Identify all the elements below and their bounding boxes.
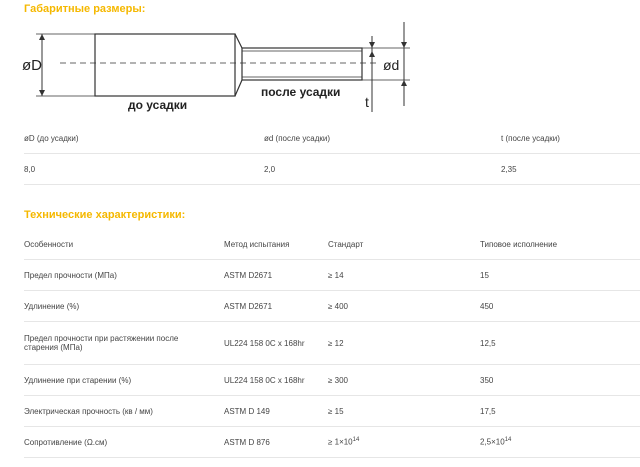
header-cell: øD (до усадки): [24, 123, 264, 154]
tube-taper: [235, 34, 242, 96]
after-shrink-label: после усадки: [261, 85, 341, 99]
table-cell: ≥ 15: [328, 396, 480, 427]
table-cell: ASTM D 876: [224, 427, 328, 458]
header-cell: Стандарт: [328, 229, 480, 260]
tech-section-title: Технические характеристики:: [24, 209, 186, 221]
table-cell: 2,0: [264, 154, 501, 185]
before-shrink-label: до усадки: [128, 98, 188, 112]
table-row: [24, 322, 640, 365]
exponent: 14: [504, 437, 512, 444]
t-label: t: [365, 94, 369, 110]
table-cell: 17,5: [480, 396, 640, 427]
table-cell: Предел прочности при растяжении после старения (МПа): [24, 322, 224, 365]
table-cell: [328, 427, 480, 458]
exponent: 14: [352, 437, 360, 444]
tech-table: [24, 229, 640, 458]
table-row: [24, 260, 640, 291]
table-row: [24, 427, 640, 458]
table-cell: Предел прочности (МПа): [24, 260, 224, 291]
tube-after-shrink: [242, 48, 362, 80]
table-cell: 350: [480, 365, 640, 396]
header-cell: Особенности: [24, 229, 224, 260]
table-row: [24, 154, 640, 185]
d-inner-arrow-top: [401, 42, 407, 48]
t-arrow-top: [369, 42, 375, 48]
table-cell: [480, 427, 640, 458]
d-inner-arrow-bottom: [401, 80, 407, 86]
table-cell: ASTM D2671: [224, 260, 328, 291]
table-row: [24, 365, 640, 396]
shrink-diagram: [0, 0, 640, 125]
table-header-row: [24, 229, 640, 260]
table-cell: ASTM D2671: [224, 291, 328, 322]
table-cell: 15: [480, 260, 640, 291]
dimensions-table: [24, 123, 640, 185]
standard-resistance-value: ≥ 1×10: [328, 437, 353, 447]
table-cell: ≥ 14: [328, 260, 480, 291]
table-header-row: [24, 123, 640, 154]
table-cell: 450: [480, 291, 640, 322]
d-outer-arrow-top: [39, 34, 45, 40]
tube-before-shrink: [95, 34, 235, 96]
t-arrow-bottom: [369, 51, 375, 57]
header-cell: Типовое исполнение: [480, 229, 640, 260]
table-cell: UL224 158 0C x 168hr: [224, 322, 328, 365]
table-cell: ≥ 12: [328, 322, 480, 365]
header-cell: Метод испытания: [224, 229, 328, 260]
table-cell: UL224 158 0C x 168hr: [224, 365, 328, 396]
table-cell: 12,5: [480, 322, 640, 365]
table-cell: Электрическая прочность (кв / мм): [24, 396, 224, 427]
table-cell: Удлинение при старении (%): [24, 365, 224, 396]
d-outer-arrow-bottom: [39, 90, 45, 96]
d-inner-label: ød: [383, 57, 400, 73]
table-cell: ≥ 400: [328, 291, 480, 322]
table-cell: 8,0: [24, 154, 264, 185]
header-cell: t (после усадки): [501, 123, 640, 154]
d-outer-label: øD: [22, 57, 42, 74]
dimensions-section-title: Габаритные размеры:: [24, 3, 146, 15]
table-row: [24, 396, 640, 427]
table-cell: ASTM D 149: [224, 396, 328, 427]
typical-resistance-value: 2,5×10: [480, 437, 505, 447]
table-cell: Удлинение (%): [24, 291, 224, 322]
table-cell: 2,35: [501, 154, 640, 185]
table-cell: ≥ 300: [328, 365, 480, 396]
table-row: [24, 291, 640, 322]
table-cell: Сопротивление (Ω.см): [24, 427, 224, 458]
header-cell: ød (после усадки): [264, 123, 501, 154]
